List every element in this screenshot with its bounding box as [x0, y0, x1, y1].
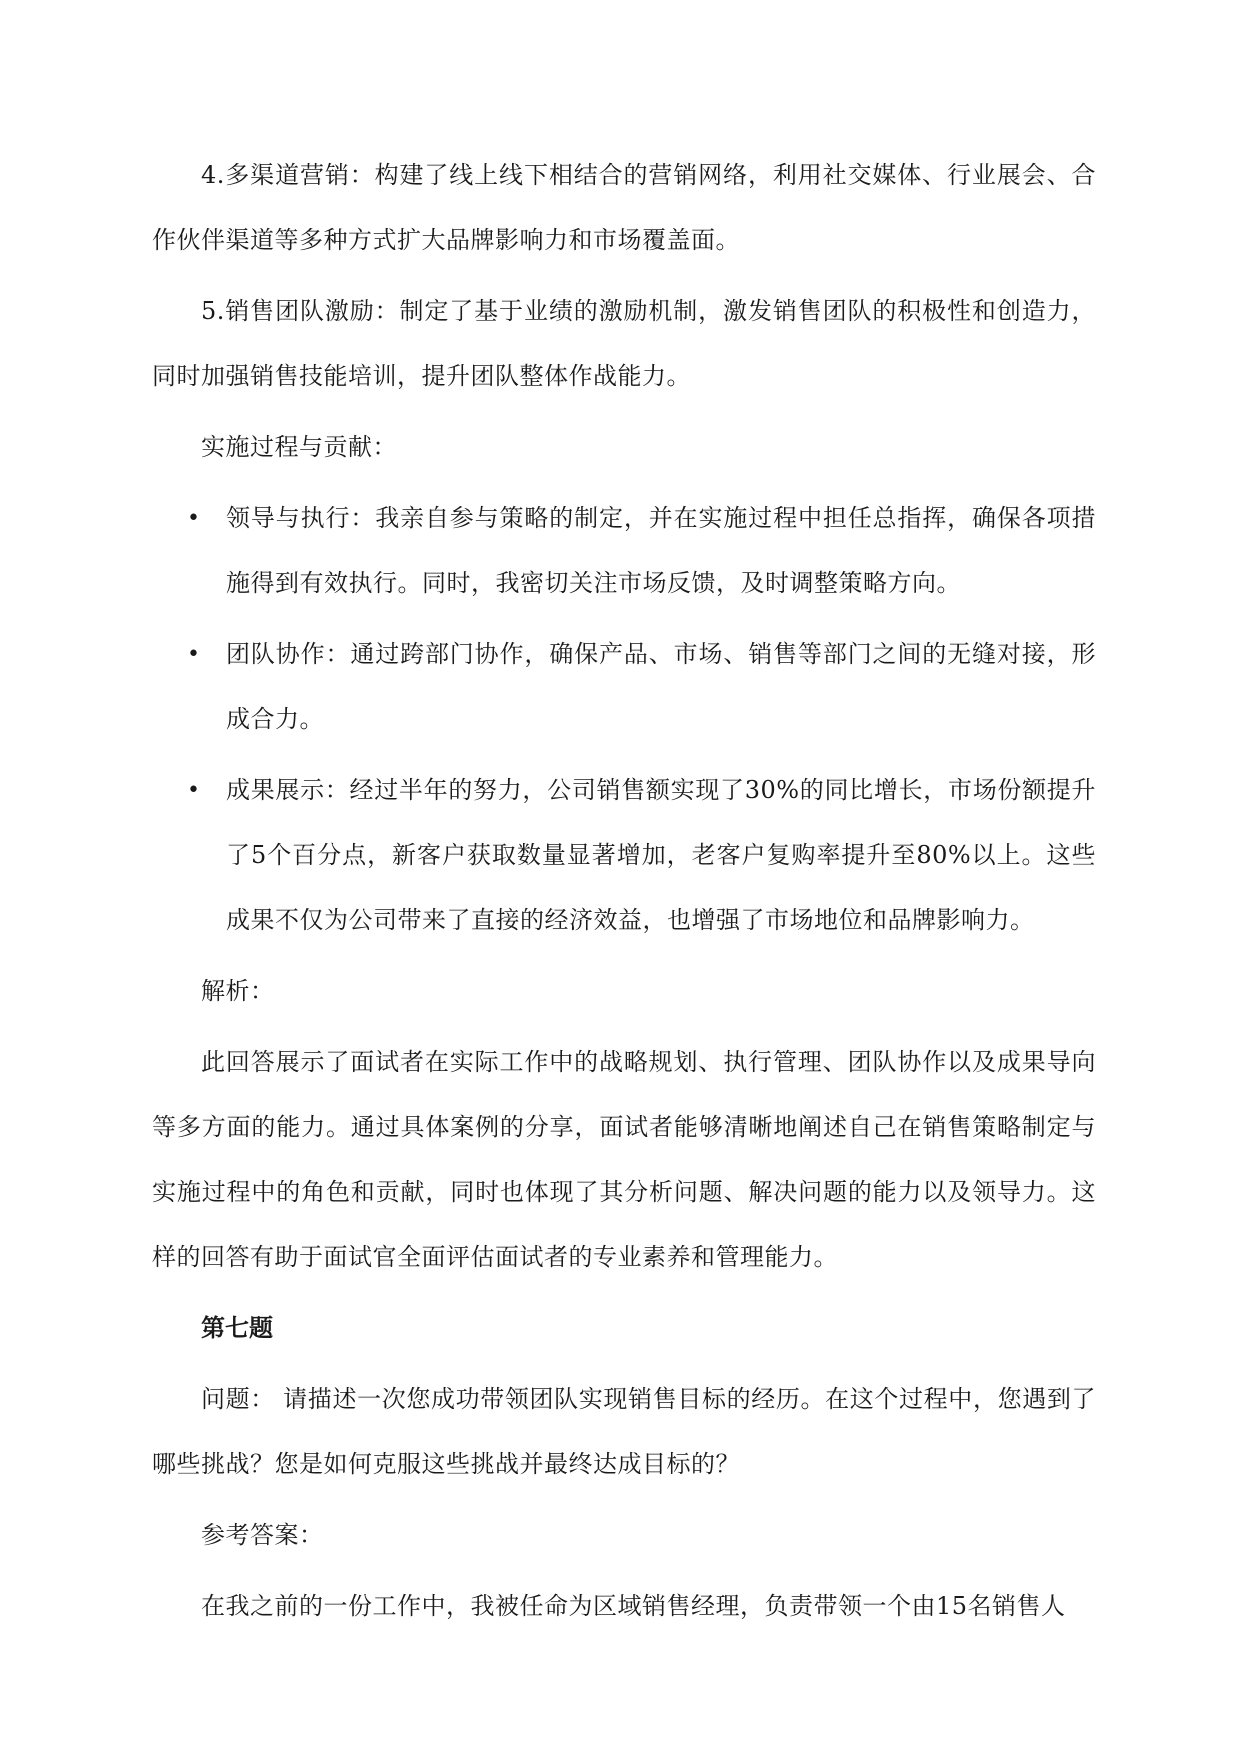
- section-heading: 第七题: [201, 1314, 273, 1342]
- bullet-icon: •: [187, 778, 201, 803]
- document-body: [152, 143, 1096, 1645]
- bullet-text: 团队协作：通过跨部门协作，确保产品、市场、销售等部门之间的无缝对接，形成合力。: [226, 640, 1096, 733]
- paragraph-multichannel-marketing: 4.多渠道营销：构建了线上线下相结合的营销网络，利用社交媒体、行业展会、合作伙伴渠道等多种方式扩大品牌影响力和市场覆盖面。: [152, 161, 1096, 254]
- answer-label: 参考答案：: [201, 1521, 324, 1549]
- paragraph-sales-team-incentive: 5.销售团队激励：制定了基于业绩的激励机制，激发销售团队的积极性和创造力，同时加强销售技能培训，提升团队整体作战能力。: [152, 297, 1096, 390]
- bullet-icon: •: [187, 642, 201, 667]
- question-paragraph: 问题： 请描述一次您成功带领团队实现销售目标的经历。在这个过程中，您遇到了哪些挑战？您是如何克服这些挑战并最终达成目标的？: [152, 1385, 1096, 1478]
- bullet-text: 领导与执行：我亲自参与策略的制定，并在实施过程中担任总指挥，确保各项措施得到有效执行。同时，我密切关注市场反馈，及时调整策略方向。: [226, 504, 1096, 597]
- paragraph-implementation-label: 实施过程与贡献：: [201, 433, 397, 461]
- bullet-team-collaboration: [152, 622, 1096, 752]
- contribution-bullet-list: [152, 486, 1096, 953]
- bullet-icon: •: [187, 506, 201, 531]
- bullet-leadership-execution: [152, 486, 1096, 616]
- bullet-text: 成果展示：经过半年的努力，公司销售额实现了30%的同比增长，市场份额提升了5个百分点，新客户获取数量显著增加，老客户复购率提升至80%以上。这些成果不仅为公司带来了直接的经济效益，也增强了市场地位和品牌影响力。: [226, 776, 1096, 934]
- bullet-results: [152, 758, 1096, 953]
- analysis-paragraph: 此回答展示了面试者在实际工作中的战略规划、执行管理、团队协作以及成果导向等多方面的能力。通过具体案例的分享，面试者能够清晰地阐述自己在销售策略制定与实施过程中的角色和贡献，同时也体现了其分析问题、解决问题的能力以及领导力。这样的回答有助于面试官全面评估面试者的专业素养和管理能力。: [152, 1048, 1096, 1271]
- answer-paragraph: 在我之前的一份工作中，我被任命为区域销售经理，负责带领一个由15名销售人: [201, 1592, 1066, 1620]
- analysis-label: 解析：: [201, 977, 275, 1005]
